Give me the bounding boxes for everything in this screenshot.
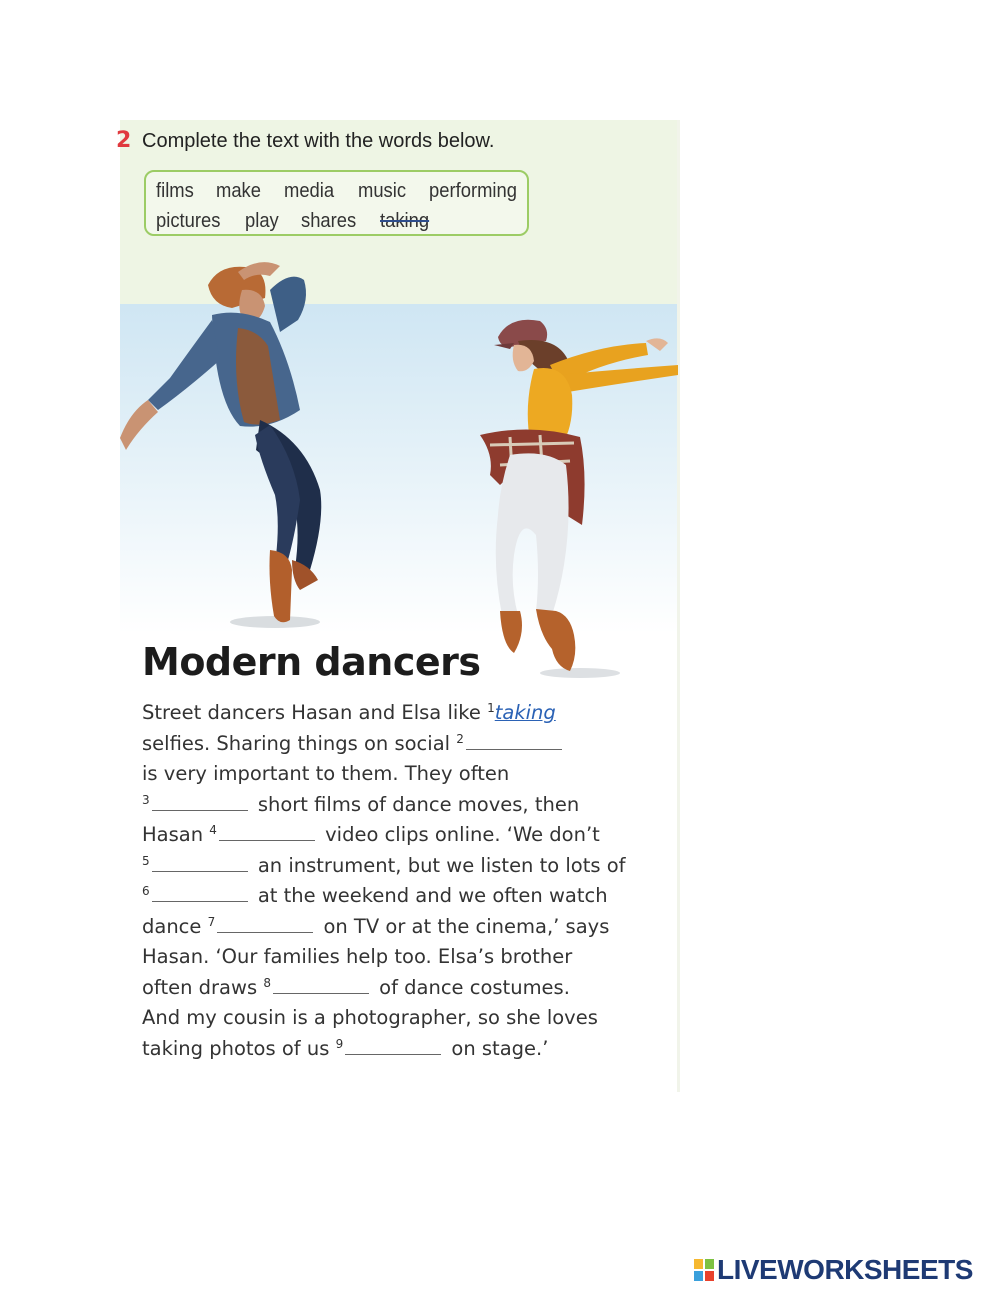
gap-number: 3 [142,792,150,807]
gap-number: 4 [209,823,217,837]
word-bank-row [156,176,517,206]
exercise-instruction: Complete the text with the words below. [142,130,495,152]
gap-number: 8 [263,975,271,990]
gap-number: 1 [487,701,495,715]
male-dancer-photo [120,250,380,640]
word-bank [144,170,529,236]
logo-text: LIVEWORKSHEETS [717,1254,973,1285]
text-fragment: short films of dance moves, then [251,792,580,816]
exercise-number: 2 [116,128,132,153]
gap-number: 6 [142,884,150,898]
gap-number: 7 [207,914,216,929]
word-bank-item: pictures [156,210,221,232]
logo-blocks-icon [693,1258,715,1282]
gap-5-input[interactable] [152,853,248,872]
gap-4-input[interactable] [219,822,315,841]
gap-6-input[interactable] [152,883,248,902]
article-body [142,698,672,1064]
gap-number: 2 [456,731,464,746]
text-fragment: of dance costumes. [372,975,570,999]
example-answer: taking [494,701,556,724]
liveworksheets-logo[interactable] [693,1256,973,1284]
word-bank-item: performing [428,180,517,202]
article-title: Modern dancers [142,640,481,684]
word-bank-item: music [357,180,406,202]
text-line [142,729,672,760]
worksheet-card [116,120,680,1092]
text-line [142,759,672,790]
text-line [142,942,672,973]
text-line [142,973,672,1004]
word-bank-item-used: taking [379,210,429,232]
text-fragment: video clips online. ‘We don’t [318,823,600,846]
text-fragment: selfies. Sharing things on social [142,731,457,755]
gap-9-input[interactable] [345,1036,441,1055]
gap-number: 9 [335,1036,344,1051]
text-line [142,851,672,882]
gap-8-input[interactable] [273,975,369,994]
text-fragment: Hasan. ‘Our families help too. Elsa’s brother [142,945,573,968]
word-bank-item: films [156,180,194,202]
word-bank-row [156,206,517,236]
text-line [142,912,672,943]
text-fragment: And my cousin is a photographer, so she loves [142,1006,598,1029]
text-fragment: on stage.’ [445,1036,549,1060]
text-line [142,1034,672,1065]
text-line [142,790,672,821]
text-fragment: on TV or at the cinema,’ says [317,914,610,938]
gap-7-input[interactable] [217,914,313,933]
word-bank-item: play [245,210,279,232]
text-line [142,1003,672,1034]
word-bank-item: shares [300,210,356,232]
word-bank-item: make [216,180,262,202]
text-fragment: Street dancers Hasan and Elsa like [142,701,488,724]
gap-3-input[interactable] [152,792,248,811]
word-bank-item: media [284,180,335,202]
text-fragment: taking photos of us [142,1036,336,1060]
text-fragment: an instrument, but we listen to lots of [251,853,626,877]
text-fragment: at the weekend and we often watch [251,884,608,907]
female-dancer-photo [470,315,680,685]
gap-number: 5 [142,853,150,868]
gap-2-input[interactable] [466,731,562,750]
text-fragment: Hasan [142,823,210,846]
text-line [142,698,672,729]
text-fragment: often draws [142,975,264,999]
text-fragment: dance [142,914,208,938]
text-line [142,881,672,912]
text-fragment: is very important to them. They often [142,762,510,785]
text-line [142,820,672,851]
